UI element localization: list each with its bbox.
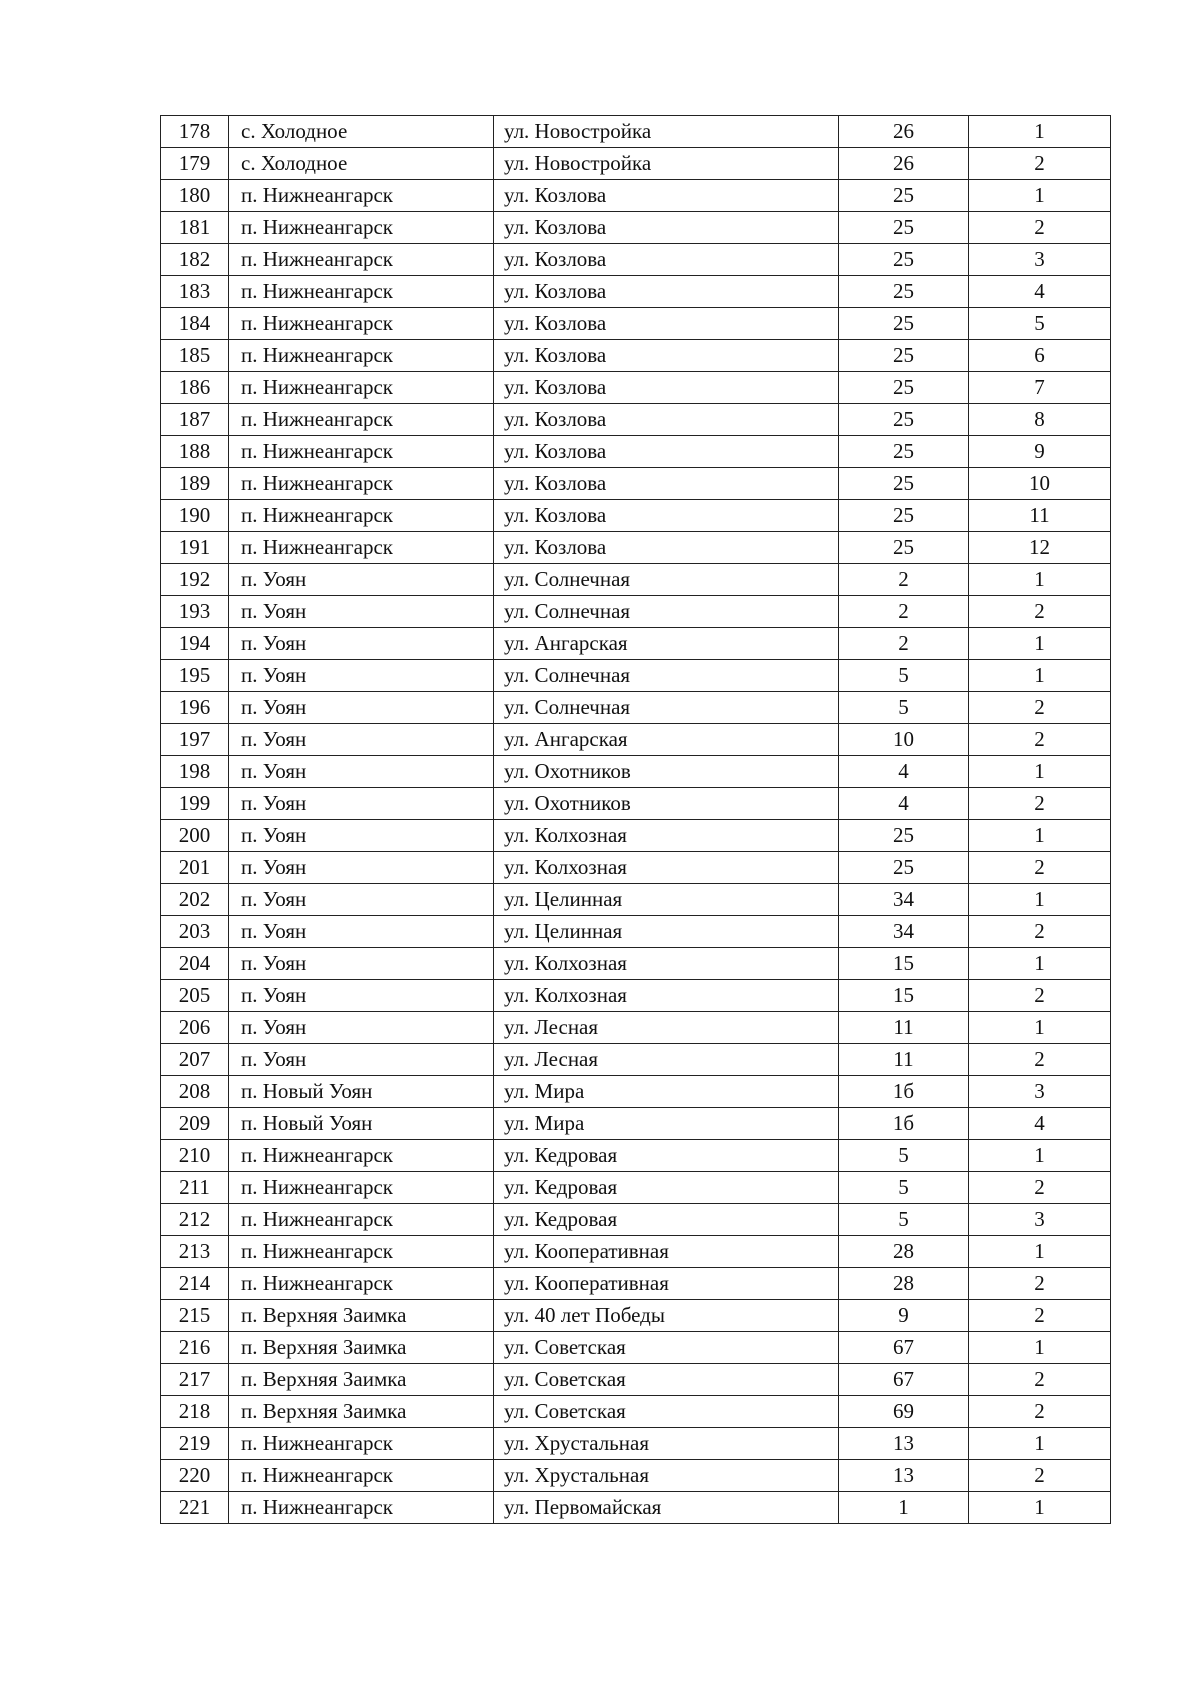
house-number-cell: 2 [839,564,969,596]
table-row [161,436,1111,468]
row-number-cell: 180 [161,180,229,212]
street-cell: ул. 40 лет Победы [494,1300,839,1332]
table-row [161,628,1111,660]
table-row [161,596,1111,628]
table-row [161,340,1111,372]
settlement-cell: п. Верхняя Заимка [229,1332,494,1364]
row-number-cell: 201 [161,852,229,884]
apartment-number-cell: 11 [969,500,1111,532]
house-number-cell: 25 [839,436,969,468]
street-cell: ул. Кедровая [494,1172,839,1204]
table-row [161,884,1111,916]
row-number-cell: 188 [161,436,229,468]
row-number-cell: 181 [161,212,229,244]
street-cell: ул. Колхозная [494,852,839,884]
apartment-number-cell: 4 [969,276,1111,308]
table-row [161,1268,1111,1300]
address-table [160,115,1111,1524]
apartment-number-cell: 2 [969,1268,1111,1300]
street-cell: ул. Козлова [494,180,839,212]
street-cell: ул. Солнечная [494,660,839,692]
row-number-cell: 195 [161,660,229,692]
row-number-cell: 215 [161,1300,229,1332]
settlement-cell: п. Уоян [229,596,494,628]
apartment-number-cell: 2 [969,724,1111,756]
apartment-number-cell: 10 [969,468,1111,500]
table-row [161,212,1111,244]
row-number-cell: 191 [161,532,229,564]
apartment-number-cell: 8 [969,404,1111,436]
street-cell: ул. Охотников [494,788,839,820]
row-number-cell: 216 [161,1332,229,1364]
row-number-cell: 210 [161,1140,229,1172]
house-number-cell: 2 [839,596,969,628]
table-row [161,660,1111,692]
address-table-body [161,116,1111,1524]
house-number-cell: 25 [839,340,969,372]
row-number-cell: 218 [161,1396,229,1428]
house-number-cell: 5 [839,692,969,724]
street-cell: ул. Хрустальная [494,1428,839,1460]
house-number-cell: 5 [839,1172,969,1204]
settlement-cell: п. Уоян [229,756,494,788]
apartment-number-cell: 1 [969,884,1111,916]
table-row [161,1460,1111,1492]
house-number-cell: 67 [839,1332,969,1364]
row-number-cell: 189 [161,468,229,500]
street-cell: ул. Лесная [494,1044,839,1076]
row-number-cell: 184 [161,308,229,340]
row-number-cell: 186 [161,372,229,404]
apartment-number-cell: 2 [969,148,1111,180]
row-number-cell: 196 [161,692,229,724]
settlement-cell: п. Нижнеангарск [229,180,494,212]
house-number-cell: 2 [839,628,969,660]
street-cell: ул. Кедровая [494,1140,839,1172]
table-row [161,1396,1111,1428]
apartment-number-cell: 1 [969,948,1111,980]
house-number-cell: 25 [839,500,969,532]
apartment-number-cell: 2 [969,1364,1111,1396]
apartment-number-cell: 1 [969,1236,1111,1268]
row-number-cell: 194 [161,628,229,660]
settlement-cell: п. Верхняя Заимка [229,1300,494,1332]
house-number-cell: 28 [839,1268,969,1300]
apartment-number-cell: 2 [969,980,1111,1012]
row-number-cell: 204 [161,948,229,980]
apartment-number-cell: 1 [969,628,1111,660]
settlement-cell: п. Уоян [229,980,494,1012]
table-row [161,1076,1111,1108]
house-number-cell: 5 [839,1204,969,1236]
settlement-cell: п. Нижнеангарск [229,1140,494,1172]
settlement-cell: п. Уоян [229,852,494,884]
house-number-cell: 1б [839,1076,969,1108]
street-cell: ул. Козлова [494,308,839,340]
row-number-cell: 220 [161,1460,229,1492]
settlement-cell: п. Нижнеангарск [229,244,494,276]
house-number-cell: 67 [839,1364,969,1396]
table-row [161,948,1111,980]
house-number-cell: 25 [839,820,969,852]
house-number-cell: 1 [839,1492,969,1524]
settlement-cell: п. Уоян [229,660,494,692]
settlement-cell: с. Холодное [229,148,494,180]
table-row [161,1236,1111,1268]
house-number-cell: 13 [839,1428,969,1460]
table-row [161,1172,1111,1204]
settlement-cell: п. Нижнеангарск [229,532,494,564]
apartment-number-cell: 2 [969,916,1111,948]
row-number-cell: 197 [161,724,229,756]
street-cell: ул. Козлова [494,212,839,244]
house-number-cell: 25 [839,404,969,436]
street-cell: ул. Кооперативная [494,1236,839,1268]
street-cell: ул. Ангарская [494,628,839,660]
settlement-cell: п. Уоян [229,948,494,980]
table-row [161,692,1111,724]
table-row [161,1364,1111,1396]
settlement-cell: п. Нижнеангарск [229,1236,494,1268]
row-number-cell: 208 [161,1076,229,1108]
settlement-cell: п. Нижнеангарск [229,1172,494,1204]
street-cell: ул. Колхозная [494,948,839,980]
settlement-cell: п. Уоян [229,820,494,852]
street-cell: ул. Мира [494,1108,839,1140]
house-number-cell: 4 [839,756,969,788]
settlement-cell: п. Уоян [229,884,494,916]
table-row [161,564,1111,596]
settlement-cell: п. Нижнеангарск [229,1268,494,1300]
street-cell: ул. Лесная [494,1012,839,1044]
table-row [161,724,1111,756]
house-number-cell: 25 [839,372,969,404]
street-cell: ул. Козлова [494,436,839,468]
settlement-cell: п. Нижнеангарск [229,436,494,468]
apartment-number-cell: 1 [969,1140,1111,1172]
table-row [161,404,1111,436]
house-number-cell: 25 [839,308,969,340]
house-number-cell: 25 [839,532,969,564]
apartment-number-cell: 2 [969,1172,1111,1204]
settlement-cell: п. Нижнеангарск [229,1428,494,1460]
house-number-cell: 15 [839,980,969,1012]
apartment-number-cell: 2 [969,1300,1111,1332]
apartment-number-cell: 3 [969,244,1111,276]
table-row [161,468,1111,500]
street-cell: ул. Солнечная [494,692,839,724]
row-number-cell: 179 [161,148,229,180]
table-row [161,1044,1111,1076]
house-number-cell: 13 [839,1460,969,1492]
row-number-cell: 209 [161,1108,229,1140]
street-cell: ул. Козлова [494,468,839,500]
table-row [161,852,1111,884]
row-number-cell: 211 [161,1172,229,1204]
house-number-cell: 15 [839,948,969,980]
street-cell: ул. Охотников [494,756,839,788]
settlement-cell: п. Верхняя Заимка [229,1364,494,1396]
house-number-cell: 5 [839,660,969,692]
street-cell: ул. Целинная [494,916,839,948]
row-number-cell: 202 [161,884,229,916]
apartment-number-cell: 1 [969,660,1111,692]
apartment-number-cell: 1 [969,756,1111,788]
street-cell: ул. Козлова [494,276,839,308]
street-cell: ул. Целинная [494,884,839,916]
street-cell: ул. Кедровая [494,1204,839,1236]
table-row [161,1012,1111,1044]
street-cell: ул. Козлова [494,244,839,276]
house-number-cell: 26 [839,116,969,148]
apartment-number-cell: 2 [969,692,1111,724]
settlement-cell: п. Уоян [229,916,494,948]
street-cell: ул. Солнечная [494,564,839,596]
settlement-cell: п. Нижнеангарск [229,404,494,436]
table-row [161,532,1111,564]
street-cell: ул. Козлова [494,340,839,372]
house-number-cell: 25 [839,244,969,276]
table-row [161,1204,1111,1236]
table-row [161,116,1111,148]
apartment-number-cell: 1 [969,116,1111,148]
row-number-cell: 212 [161,1204,229,1236]
apartment-number-cell: 5 [969,308,1111,340]
table-row [161,820,1111,852]
row-number-cell: 207 [161,1044,229,1076]
apartment-number-cell: 1 [969,1332,1111,1364]
house-number-cell: 4 [839,788,969,820]
table-row [161,980,1111,1012]
house-number-cell: 11 [839,1012,969,1044]
row-number-cell: 206 [161,1012,229,1044]
apartment-number-cell: 1 [969,820,1111,852]
settlement-cell: п. Нижнеангарск [229,340,494,372]
street-cell: ул. Советская [494,1364,839,1396]
street-cell: ул. Козлова [494,532,839,564]
house-number-cell: 26 [839,148,969,180]
settlement-cell: п. Новый Уоян [229,1108,494,1140]
row-number-cell: 221 [161,1492,229,1524]
table-row [161,1300,1111,1332]
table-row [161,1108,1111,1140]
apartment-number-cell: 2 [969,212,1111,244]
table-row [161,916,1111,948]
row-number-cell: 192 [161,564,229,596]
table-row [161,180,1111,212]
apartment-number-cell: 12 [969,532,1111,564]
street-cell: ул. Козлова [494,404,839,436]
settlement-cell: п. Уоян [229,724,494,756]
street-cell: ул. Новостройка [494,148,839,180]
street-cell: ул. Новостройка [494,116,839,148]
row-number-cell: 187 [161,404,229,436]
apartment-number-cell: 2 [969,1460,1111,1492]
house-number-cell: 25 [839,468,969,500]
house-number-cell: 1б [839,1108,969,1140]
apartment-number-cell: 2 [969,852,1111,884]
table-row [161,308,1111,340]
row-number-cell: 200 [161,820,229,852]
settlement-cell: п. Уоян [229,564,494,596]
table-row [161,276,1111,308]
settlement-cell: п. Новый Уоян [229,1076,494,1108]
table-row [161,756,1111,788]
settlement-cell: п. Нижнеангарск [229,1492,494,1524]
settlement-cell: п. Нижнеангарск [229,276,494,308]
apartment-number-cell: 3 [969,1076,1111,1108]
apartment-number-cell: 1 [969,1492,1111,1524]
street-cell: ул. Советская [494,1396,839,1428]
apartment-number-cell: 9 [969,436,1111,468]
row-number-cell: 178 [161,116,229,148]
house-number-cell: 5 [839,1140,969,1172]
house-number-cell: 9 [839,1300,969,1332]
street-cell: ул. Советская [494,1332,839,1364]
table-row [161,1428,1111,1460]
street-cell: ул. Первомайская [494,1492,839,1524]
table-row [161,1492,1111,1524]
settlement-cell: п. Уоян [229,1044,494,1076]
apartment-number-cell: 3 [969,1204,1111,1236]
row-number-cell: 213 [161,1236,229,1268]
table-row [161,1140,1111,1172]
street-cell: ул. Колхозная [494,980,839,1012]
settlement-cell: с. Холодное [229,116,494,148]
street-cell: ул. Ангарская [494,724,839,756]
table-row [161,148,1111,180]
table-row [161,788,1111,820]
apartment-number-cell: 2 [969,596,1111,628]
settlement-cell: п. Уоян [229,692,494,724]
row-number-cell: 182 [161,244,229,276]
apartment-number-cell: 1 [969,564,1111,596]
apartment-number-cell: 4 [969,1108,1111,1140]
house-number-cell: 11 [839,1044,969,1076]
row-number-cell: 217 [161,1364,229,1396]
apartment-number-cell: 7 [969,372,1111,404]
apartment-number-cell: 2 [969,788,1111,820]
house-number-cell: 69 [839,1396,969,1428]
row-number-cell: 203 [161,916,229,948]
house-number-cell: 10 [839,724,969,756]
row-number-cell: 214 [161,1268,229,1300]
house-number-cell: 25 [839,276,969,308]
house-number-cell: 34 [839,916,969,948]
apartment-number-cell: 1 [969,1012,1111,1044]
table-row [161,244,1111,276]
settlement-cell: п. Нижнеангарск [229,372,494,404]
street-cell: ул. Солнечная [494,596,839,628]
street-cell: ул. Хрустальная [494,1460,839,1492]
house-number-cell: 25 [839,180,969,212]
street-cell: ул. Козлова [494,372,839,404]
row-number-cell: 199 [161,788,229,820]
settlement-cell: п. Нижнеангарск [229,468,494,500]
row-number-cell: 190 [161,500,229,532]
settlement-cell: п. Нижнеангарск [229,1460,494,1492]
house-number-cell: 28 [839,1236,969,1268]
row-number-cell: 198 [161,756,229,788]
street-cell: ул. Колхозная [494,820,839,852]
settlement-cell: п. Нижнеангарск [229,212,494,244]
apartment-number-cell: 1 [969,180,1111,212]
apartment-number-cell: 2 [969,1396,1111,1428]
table-row [161,372,1111,404]
row-number-cell: 185 [161,340,229,372]
apartment-number-cell: 6 [969,340,1111,372]
row-number-cell: 193 [161,596,229,628]
house-number-cell: 34 [839,884,969,916]
apartment-number-cell: 2 [969,1044,1111,1076]
settlement-cell: п. Верхняя Заимка [229,1396,494,1428]
street-cell: ул. Мира [494,1076,839,1108]
settlement-cell: п. Уоян [229,628,494,660]
apartment-number-cell: 1 [969,1428,1111,1460]
table-row [161,1332,1111,1364]
row-number-cell: 219 [161,1428,229,1460]
settlement-cell: п. Уоян [229,788,494,820]
settlement-cell: п. Нижнеангарск [229,308,494,340]
street-cell: ул. Кооперативная [494,1268,839,1300]
house-number-cell: 25 [839,212,969,244]
settlement-cell: п. Нижнеангарск [229,1204,494,1236]
settlement-cell: п. Нижнеангарск [229,500,494,532]
house-number-cell: 25 [839,852,969,884]
row-number-cell: 205 [161,980,229,1012]
street-cell: ул. Козлова [494,500,839,532]
table-row [161,500,1111,532]
row-number-cell: 183 [161,276,229,308]
settlement-cell: п. Уоян [229,1012,494,1044]
